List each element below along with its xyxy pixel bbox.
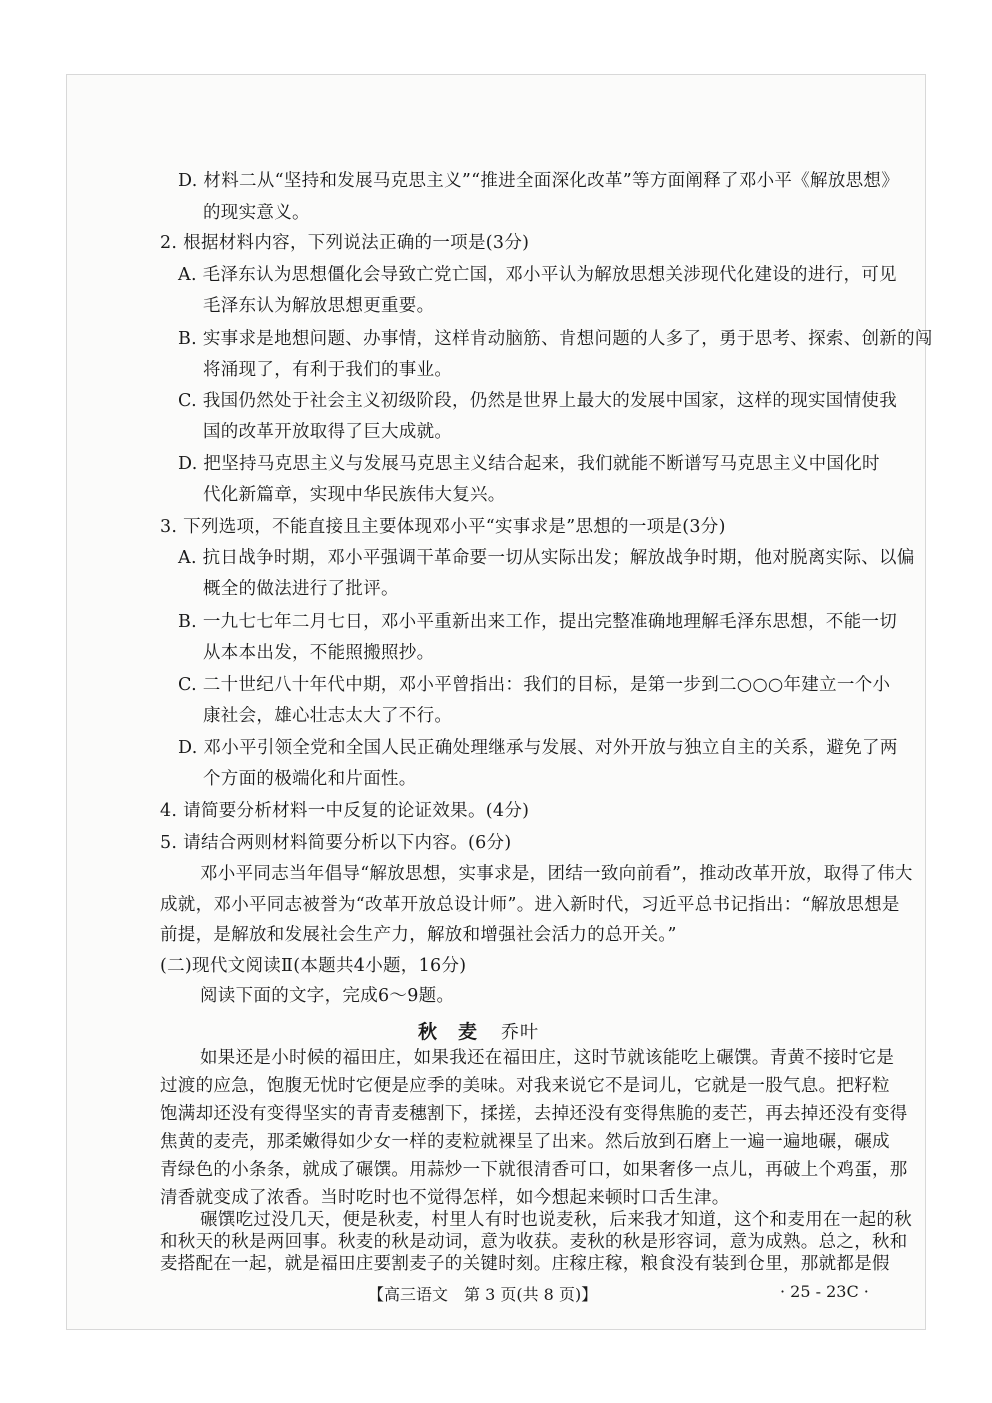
text-line-q3c2: 康社会，雄心壮志太大了不行。 <box>203 706 453 726</box>
text-line-q5t3: 前提，是解放和发展社会生产力，解放和增强社会活力的总开关。” <box>160 925 677 945</box>
text-line-p1c: 饱满却还没有变得坚实的青青麦穗割下，揉搓，去掉还没有变得焦脆的麦芒，再去掉还没有变得 <box>160 1104 908 1124</box>
text-line-q3: 3. 下列选项，不能直接且主要体现邓小平“实事求是”思想的一项是(3分) <box>160 517 726 537</box>
text-line-p2b: 和秋天的秋是两回事。秋麦的秋是动词，意为收获。麦秋的秋是形容词，意为成熟。总之，秋和 <box>160 1232 908 1252</box>
text-line-d-opt-1: D. 材料二从“坚持和发展马克思主义”“推进全面深化改革”等方面阐释了邓小平《解放思想》 <box>178 171 900 191</box>
text-line-q5t2: 成就，邓小平同志被誉为“改革开放总设计师”。进入新时代，习近平总书记指出：“解放思想是 <box>160 895 900 915</box>
text-line-q2a2: 毛泽东认为解放思想更重要。 <box>203 296 435 316</box>
text-line-p1a: 如果还是小时候的福田庄，如果我还在福田庄，这时节就该能吃上碾馔。青黄不接时它是 <box>200 1048 895 1068</box>
text-line-p2c: 麦搭配在一起，就是福田庄要割麦子的关键时刻。庄稼庄稼，粮食没有装到仓里，那就都是假 <box>160 1254 890 1274</box>
text-line-q2c1: C. 我国仍然处于社会主义初级阶段，仍然是世界上最大的发展中国家，这样的现实国情使我 <box>178 391 897 411</box>
text-line-p1b: 过渡的应急，饱腹无忧时它便是应季的美味。对我来说它不是词儿，它就是一股气息。把籽粒 <box>160 1076 890 1096</box>
text-line-p1d: 焦黄的麦壳，那柔嫩得如少女一样的麦粒就裸呈了出来。然后放到石磨上一遍一遍地碾，碾成 <box>160 1132 890 1152</box>
text-line-q4: 4. 请简要分析材料一中反复的论证效果。(4分) <box>160 801 530 821</box>
text-line-sec2: (二)现代文阅读Ⅱ(本题共4小题，16分) <box>160 956 467 976</box>
text-line-q2b2: 将涌现了，有利于我们的事业。 <box>203 360 453 380</box>
text-line-q2d1: D. 把坚持马克思主义与发展马克思主义结合起来，我们就能不断谱写马克思主义中国化时 <box>178 454 880 474</box>
text-line-p1f: 清香就变成了浓香。当时吃时也不觉得怎样，如今想起来顿时口舌生津。 <box>160 1188 730 1208</box>
text-line-q3d2: 个方面的极端化和片面性。 <box>203 769 417 789</box>
text-line-sec2i: 阅读下面的文字，完成6～9题。 <box>200 986 455 1006</box>
text-line-q5: 5. 请结合两则材料简要分析以下内容。(6分) <box>160 833 512 853</box>
text-line-q3b1: B. 一九七七年二月七日，邓小平重新出来工作，提出完整准确地理解毛泽东思想，不能一切 <box>178 612 898 632</box>
text-line-q2c2: 国的改革开放取得了巨大成就。 <box>203 422 453 442</box>
text-line-q3d1: D. 邓小平引领全党和全国人民正确处理继承与发展、对外开放与独立自主的关系，避免了两 <box>178 738 898 758</box>
text-line-p2a: 碾馔吃过没几天，便是秋麦，村里人有时也说麦秋，后来我才知道，这个和麦用在一起的秋 <box>200 1210 912 1230</box>
text-line-q2d2: 代化新篇章，实现中华民族伟大复兴。 <box>203 485 506 505</box>
text-line-q5t1: 邓小平同志当年倡导“解放思想，实事求是，团结一致向前看”，推动改革开放，取得了伟大 <box>200 864 913 884</box>
text-line-q2: 2. 根据材料内容，下列说法正确的一项是(3分) <box>160 233 530 253</box>
footer-code: · 25 - 23C · <box>780 1282 869 1301</box>
text-line-q2a1: A. 毛泽东认为思想僵化会导致亡党亡国，邓小平认为解放思想关涉现代化建设的进行，可见 <box>178 265 897 285</box>
text-line-q3b2: 从本本出发，不能照搬照抄。 <box>203 643 435 663</box>
footer-page-label: 【高三语文 第 3 页(共 8 页)】 <box>368 1285 598 1304</box>
text-line-d-opt-2: 的现实意义。 <box>203 203 310 223</box>
text-line-q3c1: C. 二十世纪八十年代中期，邓小平曾指出：我们的目标，是第一步到二○○○年建立一个小 <box>178 675 891 695</box>
text-line-q3a2: 概全的做法进行了批评。 <box>203 579 399 599</box>
article-author: 乔叶 <box>501 1022 539 1043</box>
article-title: 秋 麦 <box>418 1021 479 1043</box>
text-line-q3a1: A. 抗日战争时期，邓小平强调干革命要一切从实际出发；解放战争时期，他对脱离实际、以偏 <box>178 548 915 568</box>
text-line-q2b1: B. 实事求是地想问题、办事情，这样肯动脑筋、肯想问题的人多了，勇于思考、探索、创新的闯 <box>178 329 933 349</box>
text-line-p1e: 青绿色的小条条，就成了碾馔。用蒜炒一下就很清香可口，如果奢侈一点儿，再破上个鸡蛋，那 <box>160 1160 908 1180</box>
